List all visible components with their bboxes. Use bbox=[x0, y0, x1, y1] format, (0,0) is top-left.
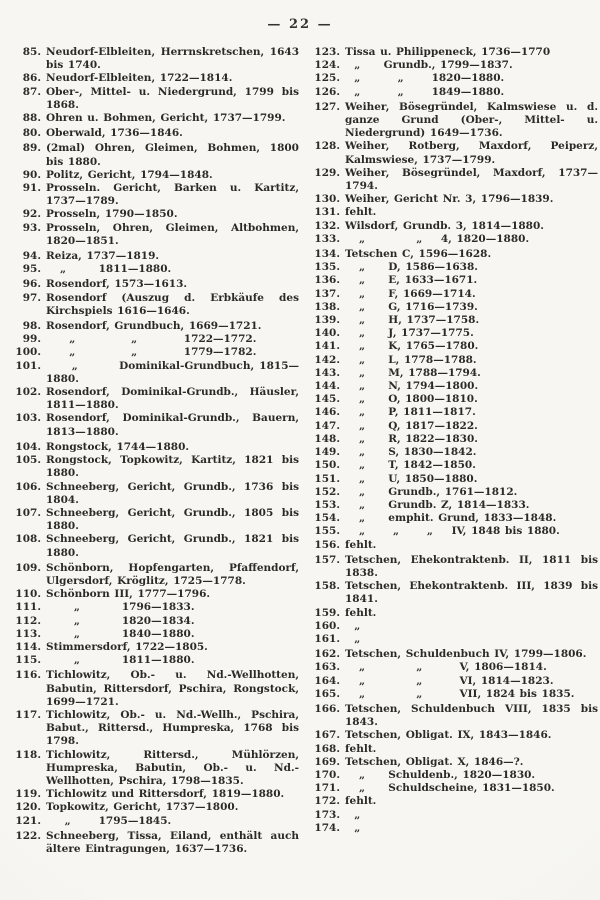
list-item bbox=[13, 749, 299, 789]
item-number: 105. bbox=[15, 454, 41, 467]
item-number: 152. bbox=[314, 485, 340, 498]
list-item bbox=[312, 525, 598, 538]
item-number: 130. bbox=[314, 193, 340, 206]
item-number: 156. bbox=[314, 538, 340, 551]
item-number: 96. bbox=[22, 278, 41, 291]
item-text: „ F, 1669—1714. bbox=[345, 287, 476, 300]
item-number: 108. bbox=[15, 533, 41, 546]
item-text: „ U, 1850—1880. bbox=[345, 472, 478, 485]
list-item bbox=[312, 822, 598, 835]
list-item bbox=[13, 292, 299, 318]
list-item bbox=[312, 607, 598, 620]
list-item bbox=[312, 688, 598, 701]
item-number: 103. bbox=[15, 412, 41, 425]
item-text: „ P, 1811—1817. bbox=[345, 406, 476, 419]
item-text: „ Schuldenb., 1820—1830. bbox=[345, 768, 536, 781]
list-item bbox=[13, 454, 299, 480]
item-text: „ T, 1842—1850. bbox=[345, 459, 476, 472]
item-text: Politz, Gericht, 1794—1848. bbox=[46, 168, 213, 181]
item-number: 126. bbox=[314, 85, 340, 98]
list-item bbox=[312, 580, 598, 606]
item-text: „ K, 1765—1780. bbox=[345, 340, 479, 353]
item-text: „ Q, 1817—1822. bbox=[345, 419, 478, 432]
item-number: 148. bbox=[314, 432, 340, 445]
list-item bbox=[13, 588, 299, 601]
item-text: Schönborn, Hopfengarten, Pfaffendorf, Ulgersdorf, Kröglitz, 1725—1778. bbox=[46, 561, 299, 587]
list-item bbox=[312, 756, 598, 769]
item-text: „ „ 1722—1772. bbox=[46, 333, 257, 346]
item-number: 168. bbox=[314, 742, 340, 755]
list-item bbox=[312, 340, 598, 353]
item-text: (2mal) Ohren, Gleimen, Bohmen, 1800 bis 1880. bbox=[46, 142, 299, 168]
item-text: fehlt. bbox=[345, 606, 377, 619]
list-item bbox=[312, 446, 598, 459]
item-text: „ „ 1820—1880. bbox=[345, 72, 505, 85]
list-item bbox=[312, 661, 598, 674]
item-text: Rosendorf, Dominikal-Grundb., Bauern, 1813—1880. bbox=[46, 412, 299, 438]
item-text: Weiher, Bösegründel, Kalmswiese u. d. ganze Grund (Ober-, Mittel- u. Niedergrund) 1649—1736. bbox=[345, 100, 598, 140]
item-number: 140. bbox=[314, 327, 340, 340]
item-number: 132. bbox=[314, 219, 340, 232]
item-number: 165. bbox=[314, 687, 340, 700]
list-item bbox=[312, 675, 598, 688]
item-number: 174. bbox=[314, 821, 340, 834]
list-item bbox=[312, 486, 598, 499]
item-text: Tetschen, Ehekontraktenb. II, 1811 bis 1838. bbox=[345, 553, 598, 579]
item-text: Tetschen, Schuldenbuch VIII, 1835 bis 1843. bbox=[345, 702, 598, 729]
list-item bbox=[13, 46, 299, 72]
item-text: Prosseln, Ohren, Gleimen, Altbohmen, 1820—1851. bbox=[46, 221, 299, 247]
item-number: 135. bbox=[314, 261, 340, 274]
item-number: 153. bbox=[314, 498, 340, 511]
list-item bbox=[13, 412, 299, 438]
list-item bbox=[13, 830, 299, 856]
item-number: 131. bbox=[314, 206, 340, 219]
item-number: 166. bbox=[314, 702, 340, 715]
list-item bbox=[13, 142, 299, 168]
item-number: 137. bbox=[314, 287, 340, 300]
list-item bbox=[13, 250, 299, 263]
item-text: „ J, 1737—1775. bbox=[345, 327, 474, 340]
list-item bbox=[13, 669, 299, 709]
item-text: Tetschen, Obligat. X, 1846—?. bbox=[345, 755, 524, 768]
list-item bbox=[312, 782, 598, 795]
item-text: Tetschen C, 1596—1628. bbox=[345, 248, 492, 261]
item-text: Topkowitz, Gericht, 1737—1800. bbox=[46, 801, 239, 814]
item-text: „ S, 1830—1842. bbox=[345, 446, 477, 459]
item-number: 143. bbox=[314, 366, 340, 379]
item-text: „ L, 1778—1788. bbox=[345, 353, 477, 366]
item-number: 112. bbox=[15, 614, 41, 627]
item-number: 119. bbox=[15, 788, 41, 801]
item-text: Tetschen, Obligat. IX, 1843—1846. bbox=[345, 729, 552, 742]
list-item bbox=[13, 533, 299, 559]
item-text: „ 1796—1833. bbox=[46, 601, 195, 614]
item-number: 134. bbox=[314, 248, 340, 261]
item-text: „ bbox=[345, 808, 361, 821]
item-number: 114. bbox=[15, 640, 41, 653]
item-text: „ „ „ IV, 1848 bis 1880. bbox=[345, 525, 560, 538]
item-number: 161. bbox=[314, 632, 340, 645]
item-text: „ „ VII, 1824 bis 1835. bbox=[345, 687, 575, 700]
item-text: Tichlowitz, Rittersd., Mühlörzen, Humpreska, Babutin, Ob.- u. Nd.-Wellhotten, Pschira, 1798—1835. bbox=[46, 748, 299, 787]
item-number: 101. bbox=[15, 359, 41, 372]
item-number: 138. bbox=[314, 300, 340, 313]
item-text: Rongstock, 1744—1880. bbox=[46, 440, 190, 453]
item-text: „ 1795—1845. bbox=[46, 814, 172, 827]
item-text: Weiher, Rotberg, Maxdorf, Peiperz, Kalmswiese, 1737—1799. bbox=[345, 140, 598, 166]
item-text: Schneeberg, Gericht, Grundb., 1821 bis 1880. bbox=[46, 533, 299, 559]
item-text: „ „ 1849—1880. bbox=[345, 85, 505, 98]
item-number: 104. bbox=[15, 440, 41, 453]
item-number: 125. bbox=[314, 72, 340, 85]
item-text: Ober-, Mittel- u. Niedergrund, 1799 bis 1868. bbox=[46, 85, 299, 111]
item-text: „ 1840—1880. bbox=[46, 627, 195, 640]
item-number: 116. bbox=[15, 669, 41, 682]
item-text: fehlt. bbox=[345, 206, 377, 219]
list-item bbox=[312, 539, 598, 552]
list-item bbox=[13, 346, 299, 359]
list-item bbox=[13, 320, 299, 333]
item-text: Prosseln. Gericht, Barken u. Kartitz, 1737—1789. bbox=[46, 182, 299, 208]
item-number: 123. bbox=[314, 46, 340, 58]
item-text: „ Dominikal-Grundbuch, 1815—1880. bbox=[46, 359, 299, 385]
item-number: 99. bbox=[22, 333, 41, 346]
list-item bbox=[312, 809, 598, 822]
list-item bbox=[312, 795, 598, 808]
page-number: — 22 — bbox=[267, 17, 333, 32]
list-item bbox=[13, 169, 299, 182]
item-number: 98. bbox=[22, 320, 41, 333]
item-number: 120. bbox=[15, 801, 41, 814]
item-number: 106. bbox=[15, 480, 41, 493]
list-item bbox=[312, 327, 598, 340]
list-item bbox=[13, 628, 299, 641]
item-number: 127. bbox=[314, 100, 340, 113]
item-number: 129. bbox=[314, 166, 340, 179]
item-text: „ „ VI, 1814—1823. bbox=[345, 674, 554, 687]
list-item bbox=[312, 554, 598, 580]
item-text: „ bbox=[345, 821, 361, 834]
list-item bbox=[13, 263, 299, 276]
item-number: 128. bbox=[314, 140, 340, 153]
list-item bbox=[13, 654, 299, 667]
item-text: „ D, 1586—1638. bbox=[345, 261, 478, 274]
item-number: 121. bbox=[15, 814, 41, 827]
list-item bbox=[312, 193, 598, 206]
list-item bbox=[312, 499, 598, 512]
list-item bbox=[312, 459, 598, 472]
item-number: 91. bbox=[22, 182, 41, 195]
list-item bbox=[312, 86, 598, 99]
item-number: 159. bbox=[314, 606, 340, 619]
item-number: 87. bbox=[22, 85, 41, 98]
item-number: 80. bbox=[22, 127, 41, 140]
list-item bbox=[13, 615, 299, 628]
list-item bbox=[13, 127, 299, 140]
list-item bbox=[13, 360, 299, 386]
list-item bbox=[312, 72, 598, 85]
item-text: fehlt. bbox=[345, 795, 377, 808]
item-text: Tetschen, Ehekontraktenb. III, 1839 bis 1841. bbox=[345, 580, 598, 606]
item-text: „ 1811—1880. bbox=[46, 263, 172, 276]
item-number: 157. bbox=[314, 553, 340, 566]
item-text: Tissa u. Philippeneck, 1736—1770 bbox=[345, 46, 551, 58]
item-text: Rosendorf, Dominikal-Grundb., Häusler, 1811—1880. bbox=[46, 386, 299, 412]
item-number: 150. bbox=[314, 459, 340, 472]
list-item bbox=[312, 769, 598, 782]
item-number: 141. bbox=[314, 340, 340, 353]
list-item bbox=[312, 301, 598, 314]
list-item bbox=[13, 601, 299, 614]
list-item bbox=[13, 208, 299, 221]
item-number: 139. bbox=[314, 314, 340, 327]
item-number: 145. bbox=[314, 393, 340, 406]
item-number: 170. bbox=[314, 768, 340, 781]
list-item bbox=[312, 314, 598, 327]
list-item bbox=[13, 641, 299, 654]
list-item bbox=[13, 386, 299, 412]
item-number: 88. bbox=[22, 112, 41, 125]
item-text: Schneeberg, Tissa, Eiland, enthält auch ältere Eintragungen, 1637—1736. bbox=[46, 829, 299, 855]
item-number: 107. bbox=[15, 506, 41, 519]
item-number: 173. bbox=[314, 808, 340, 821]
item-text: fehlt. bbox=[345, 538, 377, 551]
item-number: 164. bbox=[314, 674, 340, 687]
list-item bbox=[312, 512, 598, 525]
list-item bbox=[312, 620, 598, 633]
item-text: „ H, 1737—1758. bbox=[345, 314, 480, 327]
item-text: Reiza, 1737—1819. bbox=[46, 250, 160, 263]
item-number: 155. bbox=[314, 525, 340, 538]
list-item bbox=[312, 743, 598, 756]
list-item bbox=[13, 709, 299, 749]
list-item bbox=[312, 729, 598, 742]
list-item bbox=[312, 101, 598, 141]
item-number: 86. bbox=[22, 72, 41, 85]
item-text: „ Grundb. Z, 1814—1833. bbox=[345, 498, 530, 511]
item-number: 90. bbox=[22, 168, 41, 181]
item-number: 118. bbox=[15, 748, 41, 761]
item-number: 167. bbox=[314, 729, 340, 742]
item-number: 93. bbox=[22, 221, 41, 234]
item-text: „ M, 1788—1794. bbox=[345, 366, 481, 379]
list-item bbox=[13, 333, 299, 346]
item-text: Rosendorf, Grundbuch, 1669—1721. bbox=[46, 320, 262, 333]
right-column bbox=[312, 46, 598, 856]
item-text: „ Grundb., 1761—1812. bbox=[345, 485, 518, 498]
item-number: 89. bbox=[22, 142, 41, 155]
item-number: 113. bbox=[15, 627, 41, 640]
list-item bbox=[13, 788, 299, 801]
list-item bbox=[312, 288, 598, 301]
list-item bbox=[312, 233, 598, 246]
item-text: Tetschen, Schuldenbuch IV, 1799—1806. bbox=[345, 648, 587, 661]
item-number: 136. bbox=[314, 274, 340, 287]
item-number: 158. bbox=[314, 580, 340, 593]
list-item bbox=[13, 86, 299, 112]
list-item bbox=[13, 182, 299, 208]
item-number: 151. bbox=[314, 472, 340, 485]
list-item bbox=[312, 633, 598, 646]
item-text: „ E, 1633—1671. bbox=[345, 274, 478, 287]
list-item bbox=[312, 406, 598, 419]
item-text: Ohren u. Bohmen, Gericht, 1737—1799. bbox=[46, 112, 286, 125]
item-number: 162. bbox=[314, 648, 340, 661]
item-text: Schönborn III, 1777—1796. bbox=[46, 588, 211, 601]
item-number: 147. bbox=[314, 419, 340, 432]
item-number: 109. bbox=[15, 561, 41, 574]
list-item bbox=[312, 380, 598, 393]
list-item bbox=[312, 648, 598, 661]
item-text: Schneeberg, Gericht, Grundb., 1805 bis 1880. bbox=[46, 506, 299, 533]
item-number: 117. bbox=[15, 708, 41, 721]
list-item bbox=[13, 801, 299, 814]
item-number: 146. bbox=[314, 406, 340, 419]
item-number: 102. bbox=[15, 386, 41, 399]
item-number: 115. bbox=[15, 654, 41, 667]
item-text: Neudorf-Elbleiten, Herrnskretschen, 1643 bis 1740. bbox=[46, 46, 299, 72]
list-item bbox=[312, 261, 598, 274]
item-number: 94. bbox=[22, 250, 41, 263]
list-item bbox=[13, 441, 299, 454]
item-number: 95. bbox=[22, 263, 41, 276]
item-number: 124. bbox=[314, 59, 340, 72]
list-item bbox=[312, 220, 598, 233]
list-item bbox=[13, 507, 299, 533]
item-text: Rongstock, Topkowitz, Kartitz, 1821 bis 1880. bbox=[46, 454, 299, 480]
item-text: fehlt. bbox=[345, 742, 377, 755]
list-item bbox=[13, 112, 299, 125]
item-number: 169. bbox=[314, 755, 340, 768]
item-number: 133. bbox=[314, 232, 340, 245]
item-text: „ O, 1800—1810. bbox=[345, 393, 478, 406]
item-text: „ N, 1794—1800. bbox=[345, 380, 479, 393]
list-item bbox=[13, 481, 299, 507]
item-number: 171. bbox=[314, 782, 340, 795]
item-number: 172. bbox=[314, 795, 340, 808]
item-text: Stimmersdorf, 1722—1805. bbox=[46, 640, 208, 653]
item-text: Weiher, Bösegründel, Maxdorf, 1737—1794. bbox=[345, 166, 598, 193]
item-text: Prosseln, 1790—1850. bbox=[46, 208, 178, 221]
list-item bbox=[312, 473, 598, 486]
left-column bbox=[13, 46, 299, 856]
list-item bbox=[13, 562, 299, 588]
item-text: „ Grundb., 1799—1837. bbox=[345, 59, 513, 72]
item-number: 100. bbox=[15, 346, 41, 359]
item-number: 85. bbox=[22, 46, 41, 58]
item-text: „ „ 4, 1820—1880. bbox=[345, 232, 530, 245]
list-item bbox=[13, 815, 299, 828]
list-item bbox=[312, 420, 598, 433]
item-text: Rosendorf, 1573—1613. bbox=[46, 278, 188, 291]
item-number: 110. bbox=[15, 588, 41, 601]
list-item bbox=[312, 167, 598, 193]
list-item bbox=[312, 59, 598, 72]
item-text: Wilsdorf, Grundb. 3, 1814—1880. bbox=[345, 219, 544, 232]
item-number: 144. bbox=[314, 380, 340, 393]
list-item bbox=[312, 393, 598, 406]
item-text: „ „ 1779—1782. bbox=[46, 346, 257, 359]
list-item bbox=[312, 140, 598, 166]
item-text: „ bbox=[345, 632, 361, 645]
item-text: „ Schuldscheine, 1831—1850. bbox=[345, 782, 555, 795]
list-item bbox=[312, 206, 598, 219]
item-number: 122. bbox=[15, 829, 41, 842]
item-text: Tichlowitz, Ob.- u. Nd.-Wellh., Pschira, Babut., Rittersd., Humpreska, 1768 bis 1798. bbox=[46, 708, 299, 748]
item-text: „ 1820—1834. bbox=[46, 614, 195, 627]
list-item bbox=[312, 274, 598, 287]
list-item bbox=[13, 72, 299, 85]
item-number: 160. bbox=[314, 619, 340, 632]
item-text: Neudorf-Elbleiten, 1722—1814. bbox=[46, 72, 233, 85]
list-item bbox=[312, 46, 598, 59]
item-number: 97. bbox=[22, 291, 41, 304]
item-text: Tichlowitz, Ob.- u. Nd.-Wellhotten, Babutin, Rittersdorf, Pschira, Rongstock, 1699—1721. bbox=[46, 669, 299, 708]
item-text: „ R, 1822—1830. bbox=[345, 432, 478, 445]
item-text: „ emphit. Grund, 1833—1848. bbox=[345, 512, 557, 525]
item-number: 142. bbox=[314, 353, 340, 366]
item-text: „ bbox=[345, 619, 361, 632]
two-column-layout bbox=[0, 32, 600, 856]
list-item bbox=[13, 222, 299, 248]
list-item bbox=[312, 703, 598, 729]
item-number: 163. bbox=[314, 661, 340, 674]
item-text: Oberwald, 1736—1846. bbox=[46, 127, 183, 140]
item-number: 111. bbox=[15, 601, 41, 614]
item-text: „ 1811—1880. bbox=[46, 654, 195, 667]
item-number: 149. bbox=[314, 446, 340, 459]
list-item bbox=[13, 278, 299, 291]
list-item bbox=[312, 248, 598, 261]
list-item bbox=[312, 433, 598, 446]
item-text: Weiher, Gericht Nr. 3, 1796—1839. bbox=[345, 193, 554, 206]
item-number: 154. bbox=[314, 512, 340, 525]
list-item bbox=[312, 367, 598, 380]
list-item bbox=[312, 354, 598, 367]
item-text: Schneeberg, Gericht, Grundb., 1736 bis 1804. bbox=[46, 480, 299, 506]
item-number: 92. bbox=[22, 208, 41, 221]
item-text: „ G, 1716—1739. bbox=[345, 300, 478, 313]
item-text: Tichlowitz und Rittersdorf, 1819—1880. bbox=[46, 788, 285, 801]
item-text: „ „ V, 1806—1814. bbox=[345, 661, 547, 674]
item-text: Rosendorf (Auszug d. Erbkäufe des Kirchspiels 1616—1646. bbox=[46, 291, 299, 317]
